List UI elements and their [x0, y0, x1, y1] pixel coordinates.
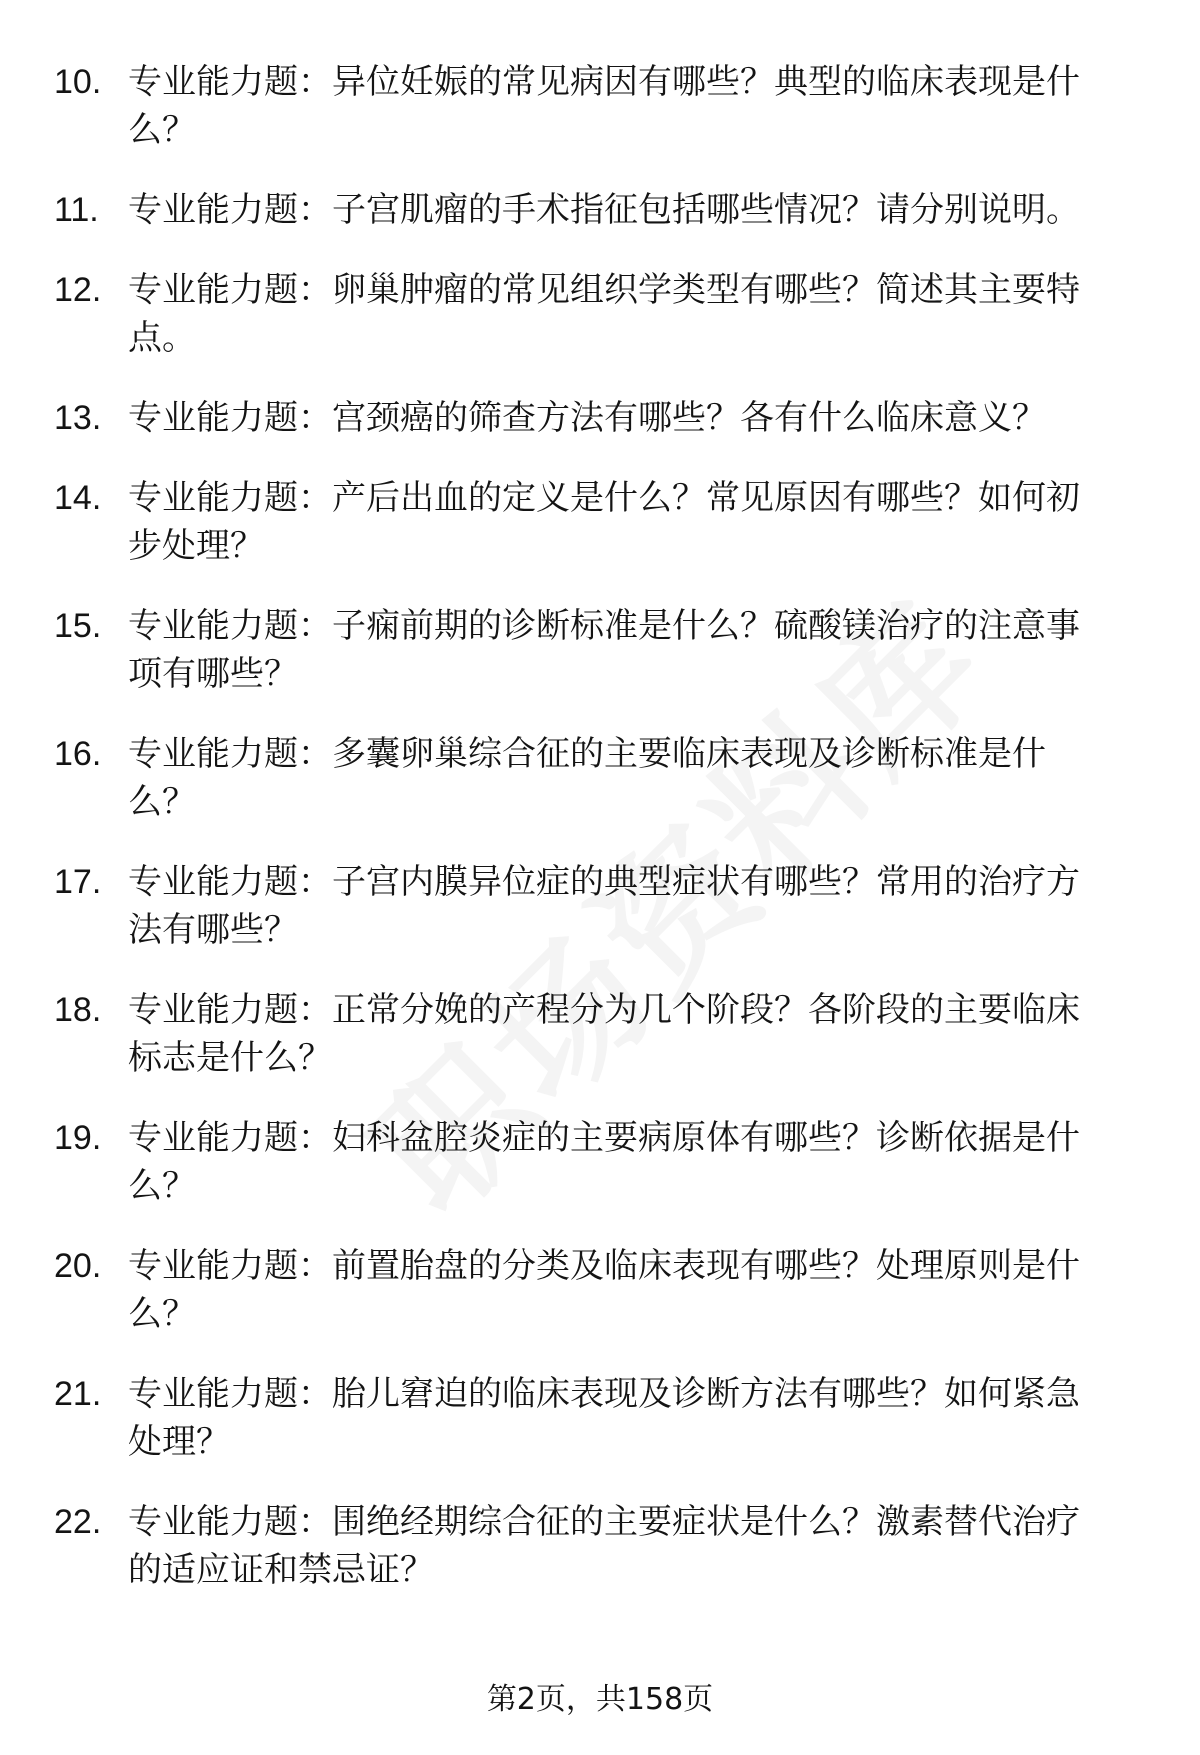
question-line: 专业能力题：妇科盆腔炎症的主要病原体有哪些？诊断依据是什	[128, 1118, 1080, 1158]
question-item	[0, 1370, 1200, 1466]
question-text	[128, 58, 1148, 154]
question-line: 专业能力题：多囊卵巢综合征的主要临床表现及诊断标准是什	[128, 734, 1046, 774]
question-line: 么？	[128, 1166, 196, 1206]
question-number: 10.	[54, 63, 102, 101]
question-number: 16.	[54, 735, 102, 773]
page-footer: 第2页，共158页	[486, 1682, 714, 1717]
question-text	[128, 474, 1148, 570]
question-item	[0, 602, 1200, 698]
question-line: 么？	[128, 782, 196, 822]
question-text	[128, 730, 1148, 826]
question-text	[128, 1498, 1148, 1594]
question-number: 21.	[54, 1375, 102, 1413]
question-line: 专业能力题：子痫前期的诊断标准是什么？硫酸镁治疗的注意事	[128, 606, 1080, 646]
question-item	[0, 858, 1200, 954]
question-line: 法有哪些？	[128, 910, 298, 950]
question-text	[128, 1242, 1148, 1338]
question-line: 专业能力题：卵巢肿瘤的常见组织学类型有哪些？简述其主要特	[128, 270, 1080, 310]
question-line: 点。	[128, 318, 196, 358]
question-line: 专业能力题：子宫肌瘤的手术指征包括哪些情况？请分别说明。	[128, 190, 1080, 230]
question-text	[128, 986, 1148, 1082]
question-item	[0, 1114, 1200, 1210]
question-line: 专业能力题：异位妊娠的常见病因有哪些？典型的临床表现是什	[128, 62, 1080, 102]
question-number: 19.	[54, 1119, 102, 1157]
question-text	[128, 186, 1148, 234]
question-text	[128, 1114, 1148, 1210]
question-line: 项有哪些？	[128, 654, 298, 694]
question-item	[0, 730, 1200, 826]
question-text	[128, 602, 1148, 698]
question-line: 专业能力题：宫颈癌的筛查方法有哪些？各有什么临床意义？	[128, 398, 1046, 438]
question-line: 专业能力题：正常分娩的产程分为几个阶段？各阶段的主要临床	[128, 990, 1080, 1030]
question-number: 14.	[54, 479, 102, 517]
question-number: 11.	[54, 191, 99, 229]
question-line: 专业能力题：子宫内膜异位症的典型症状有哪些？常用的治疗方	[128, 862, 1080, 902]
question-number: 20.	[54, 1247, 102, 1285]
question-text	[128, 858, 1148, 954]
question-line: 的适应证和禁忌证？	[128, 1550, 434, 1590]
question-line: 标志是什么？	[128, 1038, 332, 1078]
question-item	[0, 266, 1200, 362]
question-item	[0, 58, 1200, 154]
question-list	[0, 58, 1200, 1626]
question-line: 么？	[128, 1294, 196, 1334]
question-item	[0, 474, 1200, 570]
question-number: 15.	[54, 607, 102, 645]
question-item	[0, 1498, 1200, 1594]
question-line: 么？	[128, 110, 196, 150]
question-item	[0, 1242, 1200, 1338]
question-item	[0, 394, 1200, 442]
question-text	[128, 1370, 1148, 1466]
question-text	[128, 266, 1148, 362]
question-line: 步处理？	[128, 526, 264, 566]
question-item	[0, 986, 1200, 1082]
question-line: 专业能力题：胎儿窘迫的临床表现及诊断方法有哪些？如何紧急	[128, 1374, 1080, 1414]
question-line: 处理？	[128, 1422, 230, 1462]
question-number: 17.	[54, 863, 102, 901]
question-line: 专业能力题：前置胎盘的分类及临床表现有哪些？处理原则是什	[128, 1246, 1080, 1286]
question-line: 专业能力题：围绝经期综合征的主要症状是什么？激素替代治疗	[128, 1502, 1080, 1542]
question-number: 18.	[54, 991, 102, 1029]
question-number: 22.	[54, 1503, 102, 1541]
question-text	[128, 394, 1148, 442]
question-number: 13.	[54, 399, 102, 437]
question-number: 12.	[54, 271, 102, 309]
question-line: 专业能力题：产后出血的定义是什么？常见原因有哪些？如何初	[128, 478, 1080, 518]
question-item	[0, 186, 1200, 234]
